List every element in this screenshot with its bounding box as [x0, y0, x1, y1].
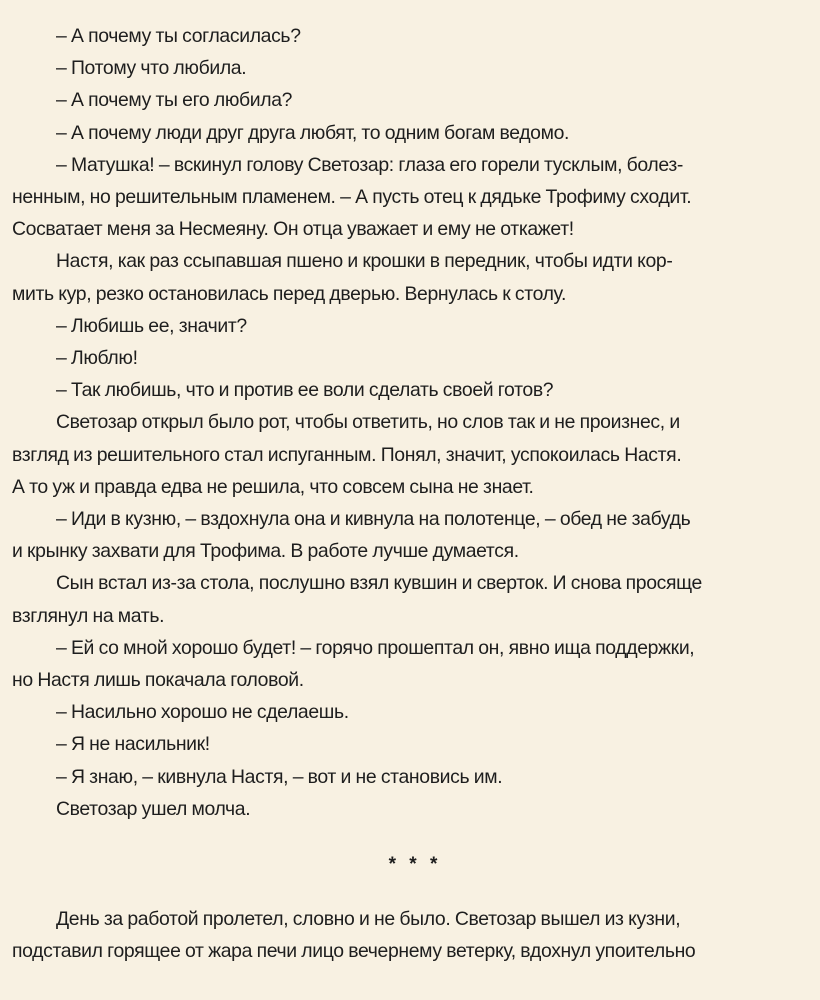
- text-line: – Матушка! – вскинул голову Светозар: глаза его горели тусклым, болез-: [56, 153, 684, 176]
- text-line: Светозар ушел молча.: [56, 797, 251, 820]
- paragraph: [12, 310, 814, 342]
- text-line: – А почему люди друг друга любят, то одним богам ведомо.: [56, 121, 570, 144]
- paragraph: [12, 20, 814, 52]
- paragraph: [12, 149, 814, 246]
- text-line: А то уж и правда едва не решила, что совсем сына не знает.: [12, 475, 534, 498]
- text-line: – Ей со мной хорошо будет! – горячо прошептал он, явно ища поддержки,: [56, 636, 695, 659]
- text-line: взглянул на мать.: [12, 604, 165, 627]
- paragraph: [12, 84, 814, 116]
- paragraph: [12, 696, 814, 728]
- paragraph: [12, 342, 814, 374]
- text-line: взгляд из решительного стал испуганным. Понял, значит, успокоилась Настя.: [12, 443, 682, 466]
- section-separator: * * *: [388, 854, 442, 876]
- text-line: – Любишь ее, значит?: [56, 314, 247, 337]
- paragraph: [12, 245, 814, 309]
- text-line: мить кур, резко остановилась перед дверью. Вернулась к столу.: [12, 282, 566, 305]
- text-line: – Так любишь, что и против ее воли сделать своей готов?: [56, 379, 554, 402]
- paragraph: [12, 52, 814, 84]
- text-line: День за работой пролетел, словно и не было. Светозар вышел из кузни,: [56, 908, 681, 931]
- paragraph: [12, 903, 814, 967]
- text-line: и крынку захвати для Трофима. В работе лучше думается.: [12, 540, 519, 563]
- text-body: [12, 20, 814, 825]
- text-line: – Я знаю, – кивнула Настя, – вот и не становись им.: [56, 765, 503, 788]
- paragraph: [12, 761, 814, 793]
- text-line: – А почему ты согласилась?: [56, 25, 301, 47]
- paragraph: [12, 374, 814, 406]
- text-line: ненным, но решительным пламенем. – А пусть отец к дядьке Трофиму сходит.: [12, 186, 692, 209]
- text-line: – Потому что любила.: [56, 57, 247, 80]
- text-line: Сосватает меня за Несмеяну. Он отца уважает и ему не откажет!: [12, 218, 574, 241]
- text-line: Светозар открыл было рот, чтобы ответить, но слов так и не произнес, и: [56, 411, 680, 434]
- paragraph: [12, 117, 814, 149]
- text-line: – А почему ты его любила?: [56, 89, 293, 112]
- text-line: – Я не насильник!: [56, 733, 210, 756]
- paragraph: [12, 632, 814, 696]
- text-line: Сын встал из-за стола, послушно взял кувшин и сверток. И снова просяще: [56, 572, 702, 595]
- paragraph: [12, 567, 814, 631]
- paragraph: [12, 503, 814, 567]
- text-line: подставил горящее от жара печи лицо вечернему ветерку, вдохнул упоительно: [12, 940, 696, 963]
- text-line: – Люблю!: [56, 347, 138, 370]
- paragraph: [12, 406, 814, 503]
- text-line: но Настя лишь покачала головой.: [12, 669, 304, 692]
- text-line: – Иди в кузню, – вздохнула она и кивнула на полотенце, – обед не забудь: [56, 508, 691, 531]
- text-body-continued: [12, 903, 814, 967]
- paragraph: [12, 728, 814, 760]
- text-line: – Насильно хорошо не сделаешь.: [56, 701, 349, 724]
- paragraph: [12, 793, 814, 825]
- text-line: Настя, как раз ссыпавшая пшено и крошки в передник, чтобы идти кор-: [56, 250, 673, 273]
